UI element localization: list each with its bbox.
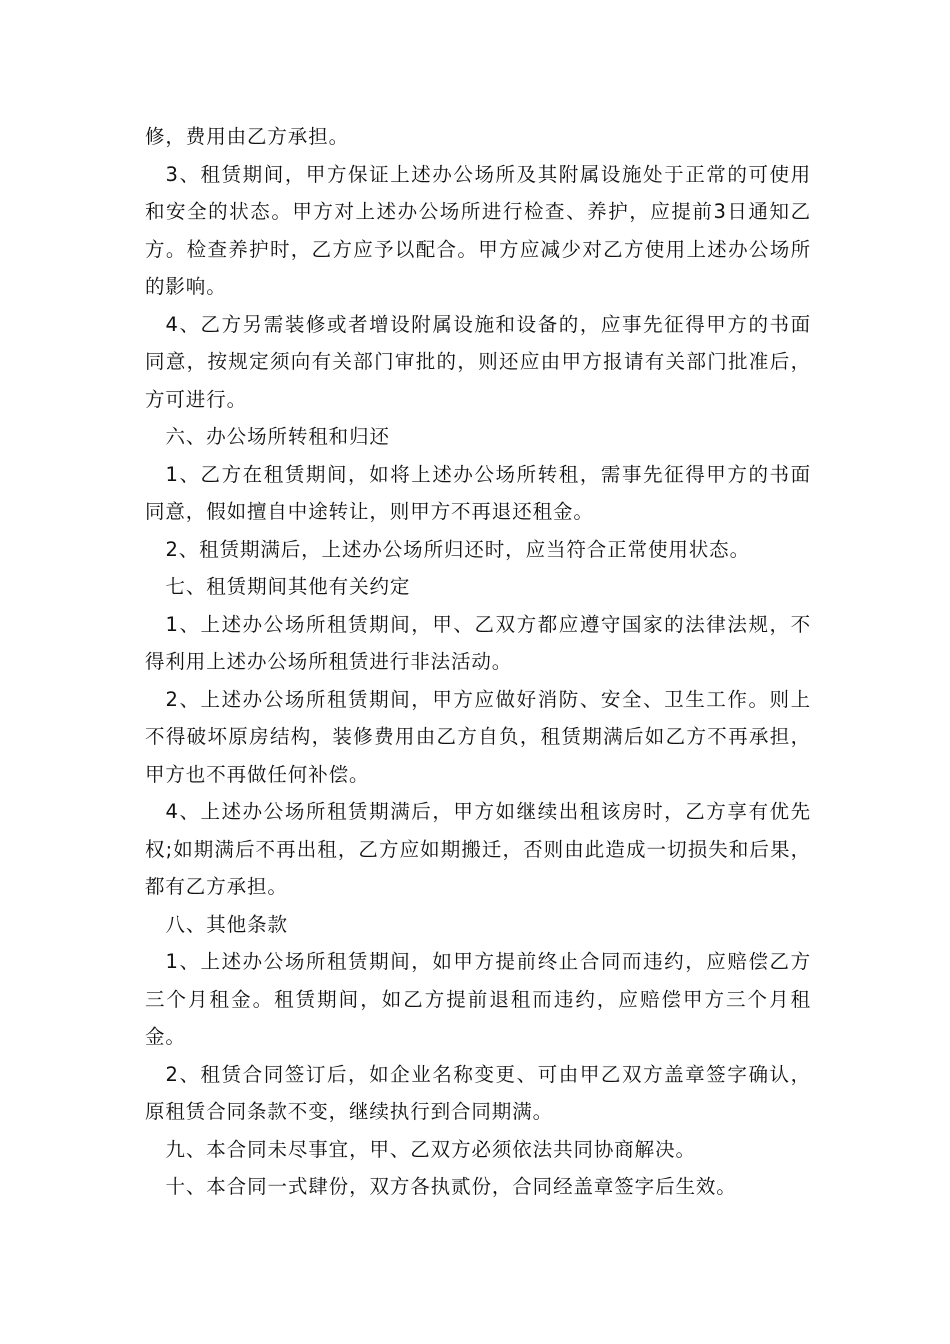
paragraph-early-termination: 1、上述办公场所租赁期间，如甲方提前终止合同而违约，应赔偿乙方三个月租金。租赁期间，如乙方提前退租而违约，应赔偿甲方三个月租金。 [145, 950, 811, 1048]
paragraph-return: 2、租赁期满后，上述办公场所归还时，应当符合正常使用状态。 [165, 537, 750, 561]
section-heading-eight: 八、其他条款 [165, 912, 288, 936]
document-body [145, 118, 811, 1206]
paragraph-sublease: 1、乙方在租赁期间，如将上述办公场所转租，需事先征得甲方的书面同意，假如擅自中途转让，则甲方不再退还租金。 [145, 462, 811, 523]
paragraph-continuation: 修，费用由乙方承担。 [145, 125, 350, 148]
section-nine-negotiation: 九、本合同未尽事宜，甲、乙双方必须依法共同协商解决。 [165, 1137, 696, 1161]
paragraph-clause-3-maintenance: 3、租赁期间，甲方保证上述办公场所及其附属设施处于正常的可使用和安全的状态。甲方对上述办公场所进行检查、养护，应提前3日通知乙方。检查养护时，乙方应予以配合。甲方应减少对乙方使用上述办公场所的影响。 [145, 162, 811, 298]
section-ten-copies: 十、本合同一式肆份，双方各执贰份，合同经盖章签字后生效。 [165, 1175, 737, 1198]
paragraph-safety-duties: 2、上述办公场所租赁期间，甲方应做好消防、安全、卫生工作。则上不得破坏原房结构，装修费用由乙方自负，租赁期满后如乙方不再承担，甲方也不再做任何补偿。 [145, 687, 811, 786]
paragraph-legal-compliance: 1、上述办公场所租赁期间，甲、乙双方都应遵守国家的法律法规，不得利用上述办公场所租赁进行非法活动。 [145, 612, 811, 673]
paragraph-priority-right: 4、上述办公场所租赁期满后，甲方如继续出租该房时，乙方享有优先权;如期满后不再出租，乙方应如期搬迁，否则由此造成一切损失和后果，都有乙方承担。 [145, 800, 811, 898]
section-heading-six: 六、办公场所转租和归还 [165, 425, 390, 448]
section-heading-seven: 七、租赁期间其他有关约定 [165, 575, 411, 598]
paragraph-name-change: 2、租赁合同签订后，如企业名称变更、可由甲乙双方盖章签字确认，原租赁合同条款不变，继续执行到合同期满。 [145, 1062, 811, 1123]
paragraph-clause-4-renovation: 4、乙方另需装修或者增设附属设施和设备的，应事先征得甲方的书面同意，按规定须向有关部门审批的，则还应由甲方报请有关部门批准后，方可进行。 [145, 312, 811, 411]
